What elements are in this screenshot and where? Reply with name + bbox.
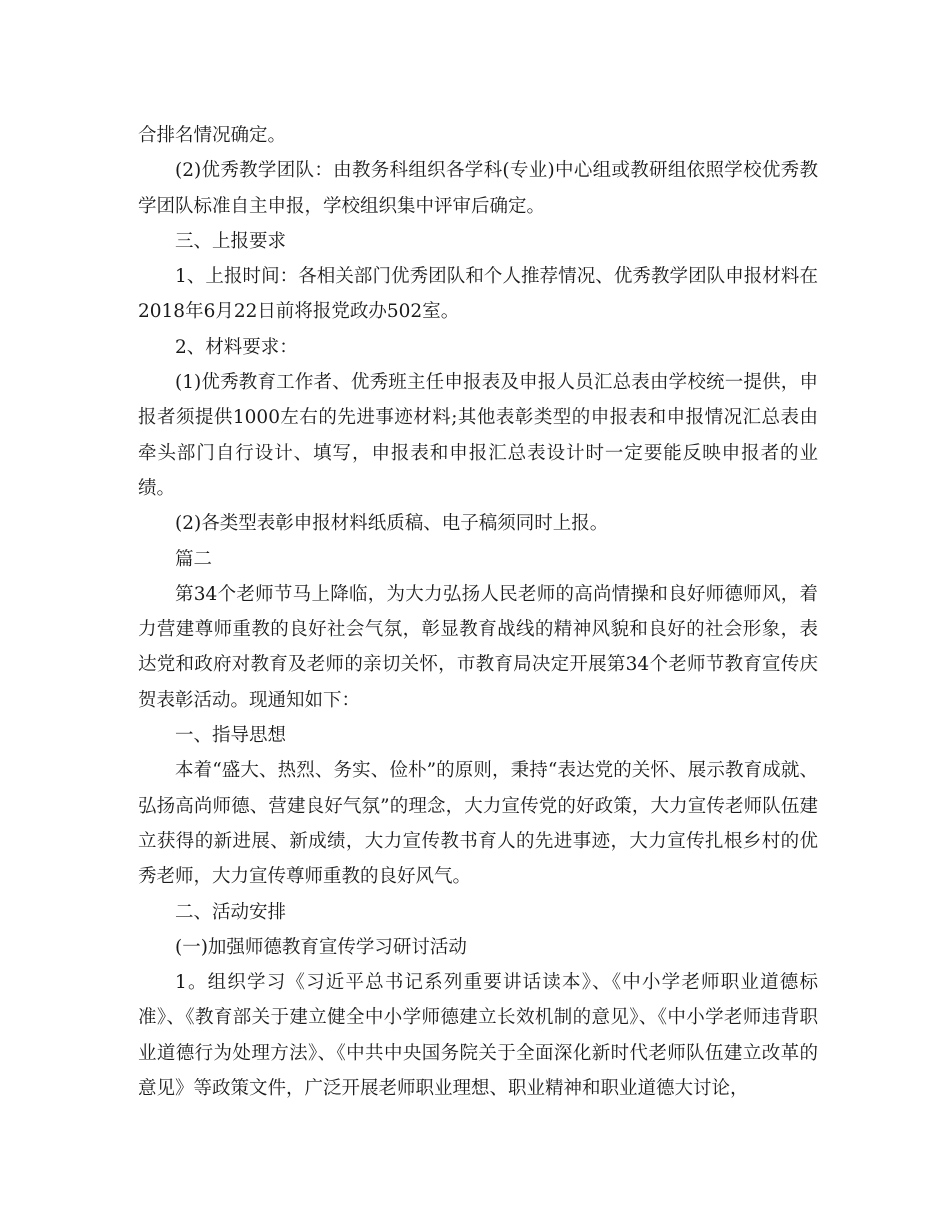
- paragraph-1: 合排名情况确定。: [138, 125, 287, 146]
- document-body: [138, 118, 818, 1106]
- paragraph-11: 本着“盛大、热烈、务实、俭朴”的原则，秉持“表达党的关怀、展示教育成就、弘扬高尚师德、营建良好气氛”的理念，大力宣传党的好政策，大力宣传老师队伍建立获得的新进展、新成绩，大力宣传教书育人的先进事迹，大力宣传扎根乡村的优秀老师，大力宣传尊师重教的良好风气。: [138, 760, 818, 888]
- paragraph-5: 2、材料要求：: [175, 336, 298, 358]
- paragraph-4: 1、上报时间：各相关部门优秀团队和个人推荐情况、优秀教学团队申报材料在2018年6月22日前将报党政办502室。: [138, 266, 818, 323]
- paragraph-2: (2)优秀教学团队：由教务科组织各学科(专业)中心组或教研组依照学校优秀教学团队标准自主申报，学校组织集中评审后确定。: [138, 160, 818, 217]
- paragraph-6: (1)优秀教育工作者、优秀班主任申报表及申报人员汇总表由学校统一提供，申报者须提供1000左右的先进事迹材料;其他表彰类型的申报表和申报情况汇总表由牵头部门自行设计、填写，申报表和申报汇总表设计时一定要能反映申报者的业绩。: [138, 372, 818, 499]
- part-two-heading: 篇二: [175, 548, 213, 570]
- paragraph-9: 第34个老师节马上降临，为大力弘扬人民老师的高尚情操和良好师德师风，着力营建尊师重教的良好社会气氛，彰显教育战线的精神风貌和良好的社会形象，表达党和政府对教育及老师的亲切关怀，市教育局决定开展第34个老师节教育宣传庆贺表彰活动。现通知如下：: [138, 583, 818, 711]
- paragraph-14: 1。组织学习《习近平总书记系列重要讲话读本》、《中小学老师职业道德标准》、《教育部关于建立健全中小学师德建立长效机制的意见》、《中小学老师违背职业道德行为处理方法》、《中共中央国务院关于全面深化新时代老师队伍建立改革的意见》等政策文件，广泛开展老师职业理想、职业精神和职业道德大讨论，: [138, 972, 818, 1100]
- section-heading-reporting-requirements: 三、上报要求: [175, 230, 287, 252]
- subsection-heading: (一)加强师德教育宣传学习研讨活动: [175, 936, 467, 958]
- section-heading-guiding-ideology: 一、指导思想: [175, 725, 287, 747]
- paragraph-7: (2)各类型表彰申报材料纸质稿、电子稿须同时上报。: [175, 513, 609, 535]
- section-heading-activity-arrangement: 二、活动安排: [175, 901, 287, 923]
